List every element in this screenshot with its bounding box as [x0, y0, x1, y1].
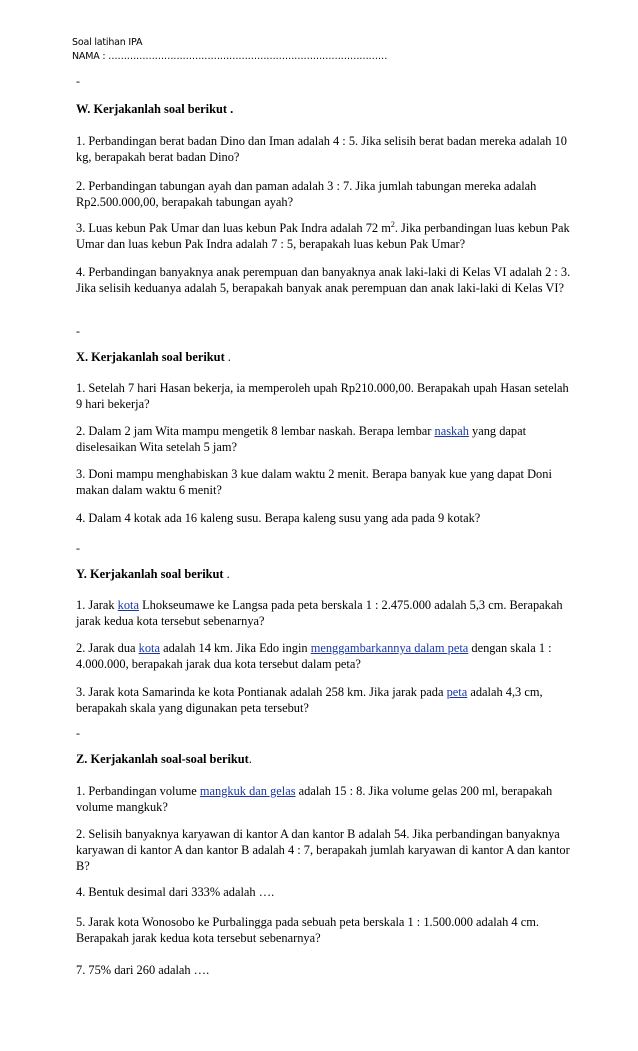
question-x2: 2. Dalam 2 jam Wita mampu mengetik 8 lembar naskah. Berapa lembar naskah yang dapat diselesaikan Wita setelah 5 jam?: [76, 424, 527, 454]
question-y1: 1. Jarak kota Lhokseumawe ke Langsa pada peta berskala 1 : 2.475.000 adalah 5,3 cm. Berapakah jarak kedua kota tersebut sebenarnya?: [76, 598, 563, 628]
question-y3: 3. Jarak kota Samarinda ke kota Pontianak adalah 258 km. Jika jarak pada peta adalah 4,3 cm, berapakah skala yang digunakan peta tersebut?: [76, 685, 543, 715]
separator: -: [76, 541, 80, 555]
question-w1: 1. Perbandingan berat badan Dino dan Iman adalah 4 : 5. Jika selisih berat badan mereka adalah 10 kg, berapakah berat badan Dino?: [76, 134, 567, 164]
question-z5: 5. Jarak kota Wonosobo ke Purbalingga pada sebuah peta berskala 1 : 1.500.000 adalah 4 cm. Berapakah jarak kedua kota tersebut sebenarnya?: [76, 915, 539, 945]
question-z1: 1. Perbandingan volume mangkuk dan gelas adalah 15 : 8. Jika volume gelas 200 ml, berapakah volume mangkuk?: [76, 784, 553, 814]
section-z-title: Z. Kerjakanlah soal-soal berikut.: [76, 752, 252, 766]
section-y-title: Y. Kerjakanlah soal berikut .: [76, 567, 230, 581]
question-z4: 4. Bentuk desimal dari 333% adalah ….: [76, 885, 275, 899]
separator: -: [76, 74, 80, 88]
link-menggambarkannya-dalam-peta[interactable]: menggambarkannya dalam peta: [310, 641, 469, 655]
question-x1: 1. Setelah 7 hari Hasan bekerja, ia memperoleh upah Rp210.000,00. Berapakah upah Hasan setelah 9 hari bekerja?: [76, 381, 569, 411]
name-line: NAMA : ………………………………………………………………………………: [72, 51, 388, 62]
question-x4: 4. Dalam 4 kotak ada 16 kaleng susu. Berapa kaleng susu yang ada pada 9 kotak?: [76, 511, 481, 525]
link-kota-2[interactable]: kota: [138, 641, 160, 655]
link-peta[interactable]: peta: [446, 685, 468, 699]
question-y2: 2. Jarak dua kota adalah 14 km. Jika Edo ingin menggambarkannya dalam peta dengan skala 1 : 4.000.000, berapakah jarak dua kota tersebut dalam peta?: [76, 641, 552, 671]
question-x3: 3. Doni mampu menghabiskan 3 kue dalam waktu 2 menit. Berapa banyak kue yang dapat Doni makan dalam waktu 6 menit?: [76, 467, 552, 497]
separator: -: [76, 324, 80, 338]
section-x-title: X. Kerjakanlah soal berikut .: [76, 350, 231, 364]
question-w4: 4. Perbandingan banyaknya anak perempuan dan banyaknya anak laki-laki di Kelas VI adalah 2 : 3. Jika selisih keduanya adalah 5, berapakah banyak anak perempuan dan anak laki-laki di Kelas VI?: [76, 265, 571, 295]
question-w3: 3. Luas kebun Pak Umar dan luas kebun Pak Indra adalah 72 $m^2$. Jika perbandingan luas kebun Pak Umar dan luas kebun Pak Indra adalah 7 : 5, berapakah luas kebun Pak Umar?: [76, 219, 570, 251]
question-z2: 2. Selisih banyaknya karyawan di kantor A dan kantor B adalah 54. Jika perbandingan banyaknya karyawan di kantor A dan kantor B adalah 4 : 7, berapakah jumlah karyawan di kantor A dan kantor B?: [76, 827, 570, 873]
link-naskah[interactable]: naskah: [434, 424, 469, 438]
separator: -: [76, 726, 80, 740]
link-kota[interactable]: kota: [117, 598, 139, 612]
link-mangkuk-dan-gelas[interactable]: mangkuk dan gelas: [199, 784, 296, 798]
question-z7: 7. 75% dari 260 adalah ….: [76, 963, 210, 977]
section-w-title: W. Kerjakanlah soal berikut .: [76, 102, 234, 116]
doc-title: Soal latihan IPA: [72, 37, 143, 48]
question-w2: 2. Perbandingan tabungan ayah dan paman adalah 3 : 7. Jika jumlah tabungan mereka adalah Rp2.500.000,00, berapakah tabungan ayah?: [76, 179, 537, 209]
